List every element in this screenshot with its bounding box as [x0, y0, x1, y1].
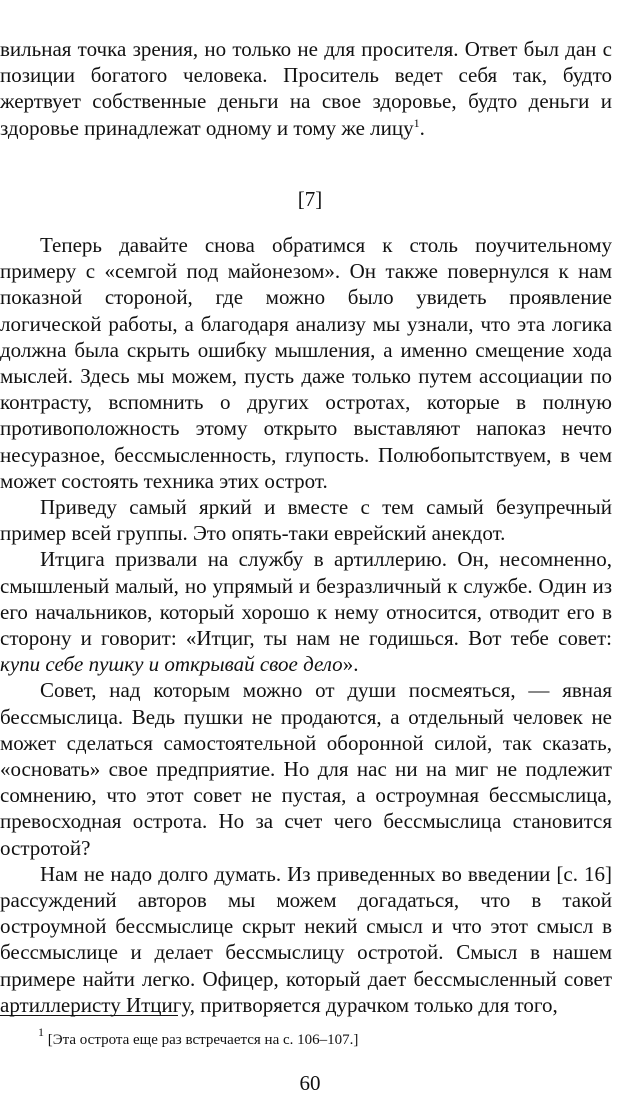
anecdote-tail: ».	[342, 652, 359, 677]
footnote-reference: 1	[413, 115, 420, 130]
paragraph: Нам не надо долго думать. Из приведенных во введении [с. 16] рассуждений авторов мы можем догадаться, что в такой остроумной бессмыслице скрыт некий смысл и что этот смысл в бессмыслице и делает бессмыслицу остротой. Смысл в нашем примере найти легко. Офицер, который дает бессмысленный совет артиллеристу Итцигу, притворяется дурачком только для того,	[0, 861, 612, 1017]
paragraph: Совет, над которым можно от души посмеяться, — явная бессмыслица. Ведь пушки не продаются, а отдельный человек не может сделаться самостоятельной оборонной силой, так сказать, «основать» свое предприятие. Но для нас ни на миг не подлежит сомнению, что этот совет не пустая, а остроумная бессмыслица, превосходная острота. Но за счет чего бессмыслица становится остротой?	[0, 678, 612, 860]
anecdote-italic: купи себе пушку и открывай свое дело	[0, 652, 343, 677]
footnote	[38, 1025, 598, 1050]
anecdote-text: Итцига призвали на службу в артиллерию. Он, несомненно, смышленый малый, но упрямый и безразличный к службе. Один из его начальников, который хорошо к нему относится, отводит его в сторону и говорит: «Итциг, ты нам не годишься. Вот тебе совет:	[0, 547, 612, 651]
footnote-number: 1	[38, 1025, 44, 1039]
anecdote-paragraph	[0, 546, 612, 677]
footnote-divider	[0, 1015, 178, 1016]
section-number: [7]	[297, 187, 323, 211]
continued-paragraph-text: вильная точка зрения, но только не для просителя. Ответ был дан с позиции богатого человека. Проситель ведет себя так, будто жертвует собственные деньги на свое здоровье, будто деньги и здоровье принадлежат одному и тому же лицу	[0, 37, 612, 140]
paragraph: Теперь давайте снова обратимся к столь поучительному примеру с «семгой под майонезом». Он также повернулся к нам показной стороной, где можно было увидеть проявление логической работы, а благодаря анализу мы узнали, что эта логика должна была скрыть ошибку мышления, а именно смещение хода мыслей. Здесь мы можем, пусть даже только путем ассоциации по контрасту, вспомнить о других остротах, которые в полную противоположность этому открыто выставляют напоказ нечто несуразное, бессмысленность, глупость. Полюбопытствуем, в чем может состоять техника этих острот.	[0, 233, 612, 493]
page-number: 60	[299, 1071, 321, 1095]
main-text	[0, 232, 612, 1018]
footnote-text: [Эта острота еще раз встречается на с. 106–107.]	[44, 1032, 359, 1048]
paragraph: Приведу самый яркий и вместе с тем самый безупречный пример всей группы. Это опять-таки еврейский анекдот.	[0, 495, 612, 546]
continued-paragraph	[0, 36, 612, 141]
continued-paragraph-tail: .	[419, 115, 425, 140]
